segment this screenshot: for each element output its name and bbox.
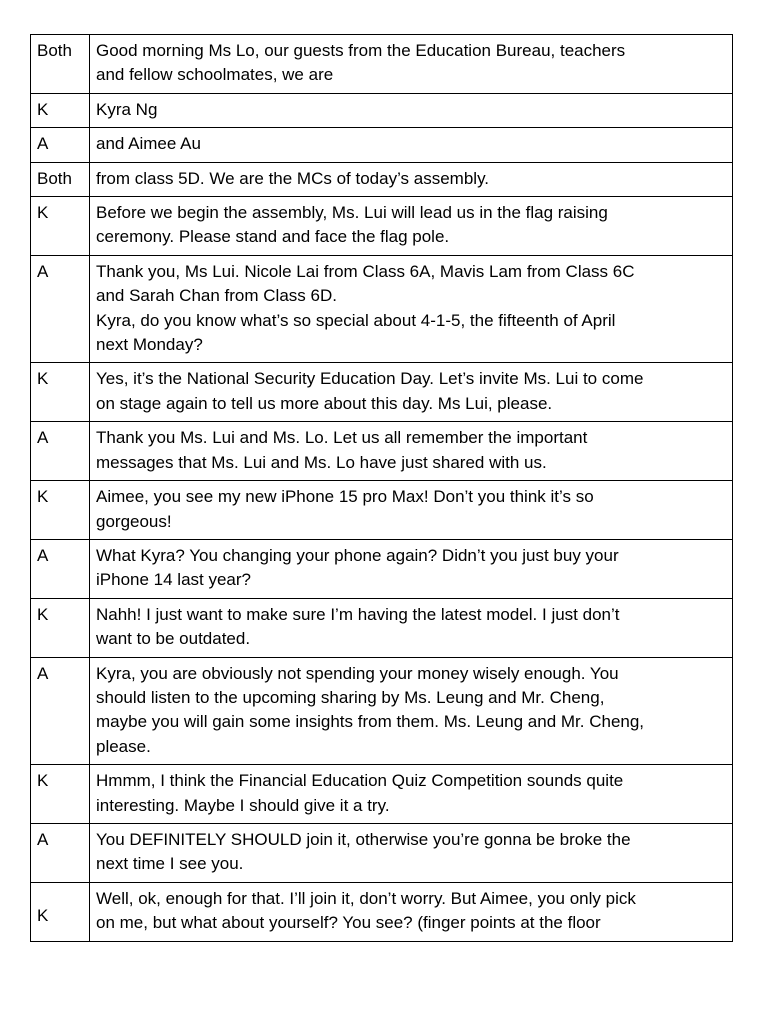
- line-cell: from class 5D. We are the MCs of today’s assembly.: [90, 162, 733, 196]
- speaker-cell: A: [31, 657, 90, 765]
- speaker-cell: A: [31, 128, 90, 162]
- speaker-cell: K: [31, 882, 90, 941]
- table-row: [31, 882, 733, 941]
- speaker-cell: A: [31, 422, 90, 481]
- table-row: [31, 481, 733, 540]
- line-cell: Yes, it’s the National Security Education Day. Let’s invite Ms. Lui to come on stage again to tell us more about this day. Ms Lui, please.: [90, 363, 733, 422]
- script-table: [30, 34, 733, 942]
- table-row: [31, 598, 733, 657]
- speaker-cell: K: [31, 598, 90, 657]
- line-cell: Thank you, Ms Lui. Nicole Lai from Class 6A, Mavis Lam from Class 6C and Sarah Chan from Class 6D. Kyra, do you know what’s so special about 4-1-5, the fifteenth of April next Monday?: [90, 255, 733, 363]
- table-row: [31, 422, 733, 481]
- speaker-cell: K: [31, 197, 90, 256]
- speaker-cell: A: [31, 539, 90, 598]
- table-row: [31, 363, 733, 422]
- line-cell: Hmmm, I think the Financial Education Quiz Competition sounds quite interesting. Maybe I should give it a try.: [90, 765, 733, 824]
- speaker-cell: Both: [31, 35, 90, 94]
- line-cell: Kyra Ng: [90, 93, 733, 127]
- line-cell: Nahh! I just want to make sure I’m having the latest model. I just don’t want to be outdated.: [90, 598, 733, 657]
- speaker-cell: Both: [31, 162, 90, 196]
- table-row: [31, 823, 733, 882]
- speaker-cell: A: [31, 255, 90, 363]
- speaker-cell: K: [31, 765, 90, 824]
- line-cell: Before we begin the assembly, Ms. Lui will lead us in the flag raising ceremony. Please stand and face the flag pole.: [90, 197, 733, 256]
- table-row: [31, 539, 733, 598]
- table-row: [31, 35, 733, 94]
- table-row: [31, 162, 733, 196]
- line-cell: Kyra, you are obviously not spending your money wisely enough. You should listen to the upcoming sharing by Ms. Leung and Mr. Cheng, maybe you will gain some insights from them. Ms. Leung and Mr. Cheng, please.: [90, 657, 733, 765]
- table-row: [31, 93, 733, 127]
- line-cell: and Aimee Au: [90, 128, 733, 162]
- table-row: [31, 197, 733, 256]
- table-row: [31, 128, 733, 162]
- speaker-cell: A: [31, 823, 90, 882]
- table-row: [31, 657, 733, 765]
- line-cell: You DEFINITELY SHOULD join it, otherwise you’re gonna be broke the next time I see you.: [90, 823, 733, 882]
- speaker-cell: K: [31, 481, 90, 540]
- speaker-cell: K: [31, 363, 90, 422]
- table-row: [31, 765, 733, 824]
- line-cell: Aimee, you see my new iPhone 15 pro Max! Don’t you think it’s so gorgeous!: [90, 481, 733, 540]
- line-cell: Thank you Ms. Lui and Ms. Lo. Let us all remember the important messages that Ms. Lui and Ms. Lo have just shared with us.: [90, 422, 733, 481]
- line-cell: Well, ok, enough for that. I’ll join it, don’t worry. But Aimee, you only pick on me, but what about yourself? You see? (finger points at the floor: [90, 882, 733, 941]
- line-cell: What Kyra? You changing your phone again? Didn’t you just buy your iPhone 14 last year?: [90, 539, 733, 598]
- table-row: [31, 255, 733, 363]
- line-cell: Good morning Ms Lo, our guests from the Education Bureau, teachers and fellow schoolmates, we are: [90, 35, 733, 94]
- speaker-cell: K: [31, 93, 90, 127]
